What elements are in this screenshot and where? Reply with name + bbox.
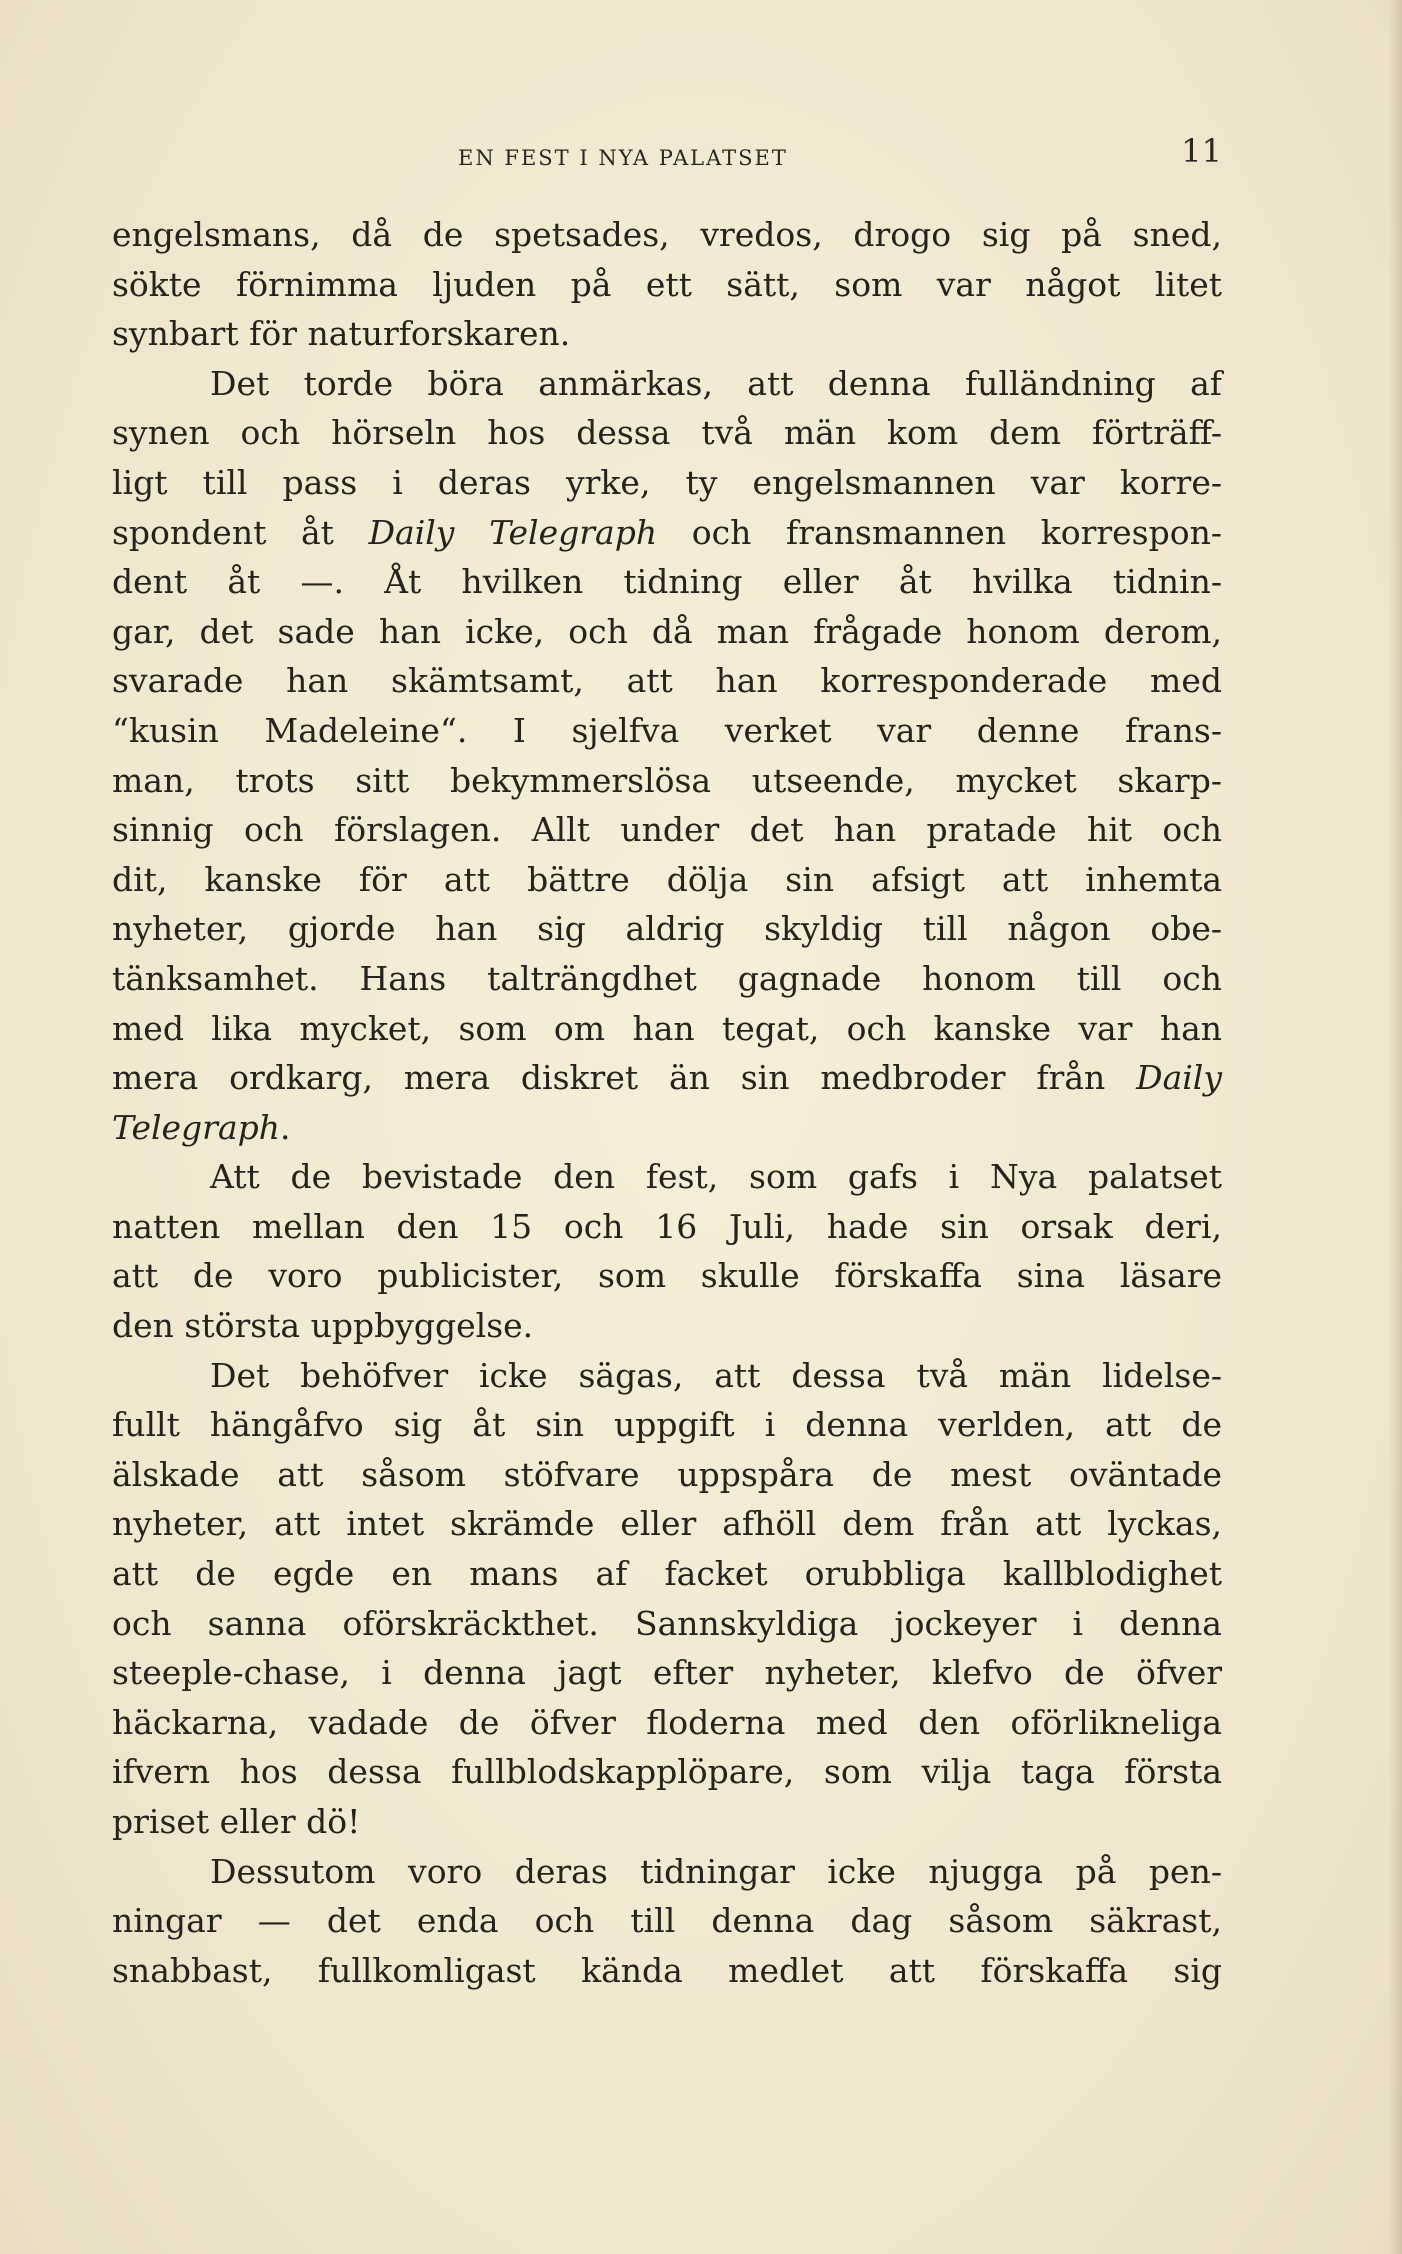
text-segment: spondent åt (112, 512, 369, 552)
text-segment: och fransmannen korrespon- (657, 512, 1223, 552)
newspaper-title: Daily Telegraph (368, 512, 658, 552)
text-line: sökte förnimma ljuden på ett sätt, som var något litet (112, 264, 1222, 304)
text-line: älskade att såsom stöfvare uppspåra de mest oväntade (112, 1454, 1222, 1494)
text-line: gar, det sade han icke, och då man frågade honom derom, (112, 611, 1222, 651)
text-line (112, 1053, 1222, 1103)
page-edge-shadow (1388, 0, 1402, 2254)
text-line: nyheter, gjorde han sig aldrig skyldig till någon obe- (112, 909, 1222, 949)
text-line: tänksamhet. Hans talträngdhet gagnade honom till och (112, 958, 1222, 998)
text-line: sinnig och förslagen. Allt under det han pratade hit och (112, 810, 1222, 850)
text-segment: . (280, 1107, 291, 1147)
text-line: häckarna, vadade de öfver floderna med den oförlikneliga (112, 1702, 1222, 1742)
text-line: dent åt —. Åt hvilken tidning eller åt hvilka tidnin- (112, 562, 1222, 602)
text-line: Att de bevistade den fest, som gafs i Nya palatset (210, 1157, 1222, 1197)
text-line: fullt hängåfvo sig åt sin uppgift i denna verlden, att de (112, 1405, 1222, 1445)
text-line: med lika mycket, som om han tegat, och kanske var han (112, 1008, 1222, 1048)
text-line: Det torde böra anmärkas, att denna fulländning af (210, 363, 1222, 403)
text-line: man, trots sitt bekymmerslösa utseende, mycket skarp- (112, 760, 1222, 800)
text-segment: mera ordkarg, mera diskret än sin medbroder från (112, 1058, 1137, 1098)
text-line: “kusin Madeleine“. I sjelfva verket var denne frans- (112, 710, 1222, 750)
text-line: nyheter, att intet skrämde eller afhöll dem från att lyckas, (112, 1504, 1222, 1544)
text-line: engelsmans, då de spetsades, vredos, drogo sig på sned, (112, 215, 1222, 254)
text-line: steeple-chase, i denna jagt efter nyheter, klefvo de öfver (112, 1653, 1222, 1693)
text-line: synen och hörseln hos dessa två män kom dem förträff- (112, 413, 1222, 453)
text-line: synbart för naturforskaren. (112, 314, 571, 354)
text-line: ifvern hos dessa fullblodskapplöpare, som vilja taga första (112, 1752, 1222, 1792)
text-line: dit, kanske för att bättre dölja sin afsigt att inhemta (112, 859, 1222, 899)
text-line: att de egde en mans af facket orubbliga kallblodighet (112, 1554, 1222, 1594)
page-number: 11 (1181, 132, 1222, 170)
text-line: priset eller dö! (112, 1802, 361, 1841)
text-line (112, 1103, 1222, 1153)
body-text (112, 210, 1222, 1995)
text-line (112, 508, 1222, 558)
newspaper-title: Telegraph (112, 1107, 281, 1147)
text-line: att de voro publicister, som skulle förskaffa sina läsare (112, 1256, 1222, 1296)
text-line: den största uppbyggelse. (112, 1306, 534, 1346)
text-line: snabbast, fullkomligast kända medlet att förskaffa sig (112, 1950, 1222, 1990)
text-line: svarade han skämtsamt, att han korresponderade med (112, 661, 1222, 701)
text-line: ningar — det enda och till denna dag såsom säkrast, (112, 1901, 1222, 1941)
page-header (112, 128, 1222, 188)
text-line: Dessutom voro deras tidningar icke njugga på pen- (210, 1851, 1222, 1891)
text-line: och sanna oförskräckthet. Sannskyldiga jockeyer i denna (112, 1603, 1222, 1643)
text-line: Det behöfver icke sägas, att dessa två män lidelse- (210, 1355, 1222, 1395)
text-line: ligt till pass i deras yrke, ty engelsmannen var korre- (112, 462, 1222, 502)
newspaper-title: Daily (1136, 1058, 1222, 1098)
running-head: EN FEST I NYA PALATSET (458, 146, 788, 170)
text-line: natten mellan den 15 och 16 Juli, hade sin orsak deri, (112, 1206, 1222, 1246)
